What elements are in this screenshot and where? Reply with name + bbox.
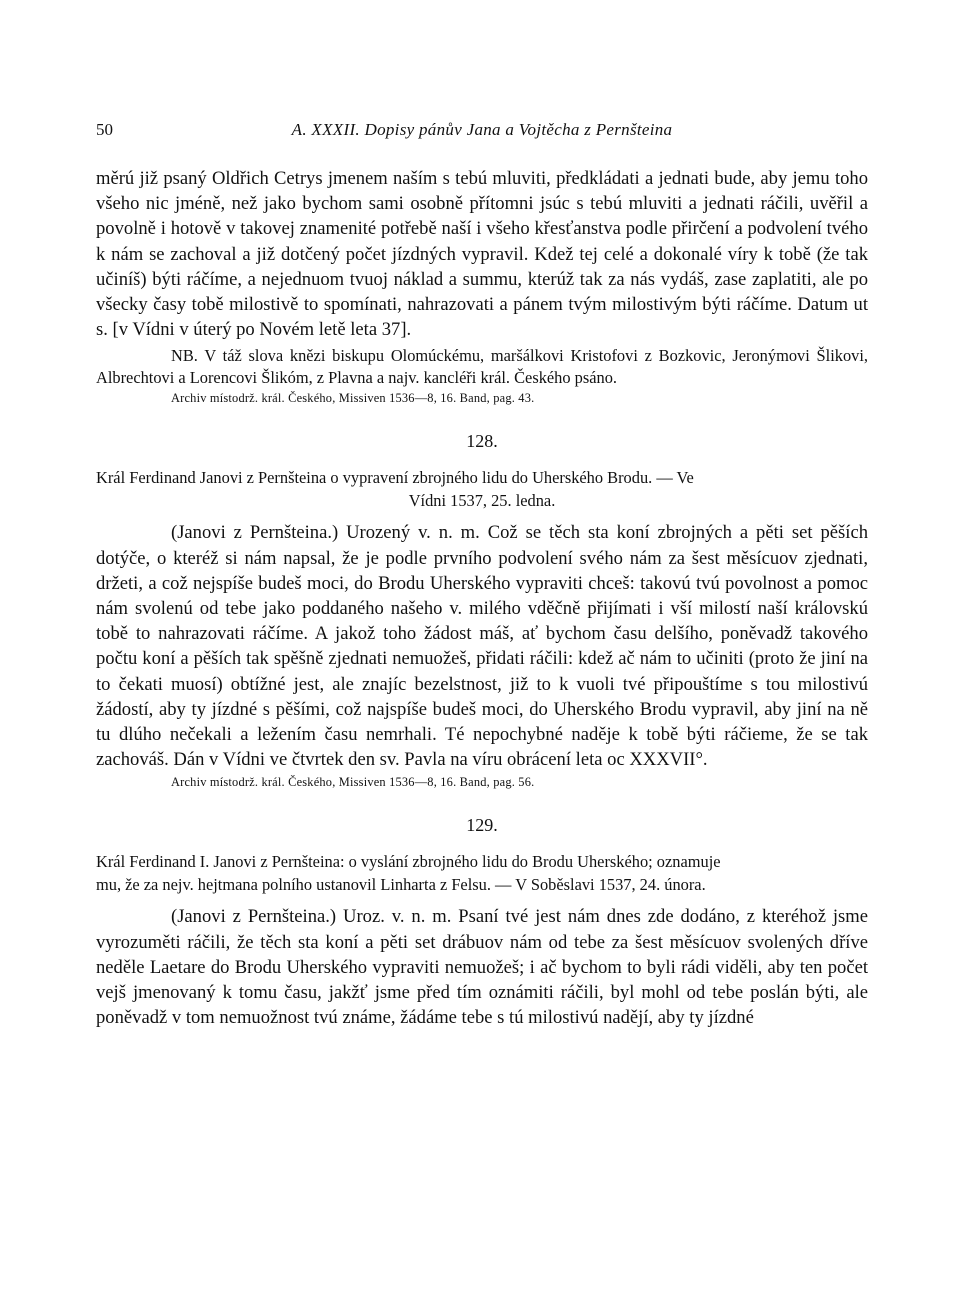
- document-number-129: 129.: [466, 815, 498, 836]
- regest-line: Král Ferdinand I. Janovi z Pernšteina: o vyslání zbrojného lidu do Brodu Uherského; oznamuje: [96, 852, 721, 872]
- page-header: [96, 110, 868, 150]
- archive-reference: Archiv místodrž. král. Českého, Missiven 1536—8, 16. Band, pag. 56.: [171, 775, 535, 790]
- nb-note: NB. V táž slova knězi biskupu Olomúckému, maršálkovi Kristofovi z Bozkovic, Jeronýmovi Šlikovi, Albrechtovi a Lorencovi Šlikóm, z Plavna a najv. kancléři král. Českého psáno.: [96, 346, 868, 387]
- letter-text-128: (Janovi z Pernšteina.) Urozený v. n. m. Což se těch sta koní zbrojných a pěti set pěších dotýče, o kteréž si nám napsal, že je podle prvního podvolení svého nám za šest měsícuov zjednati, držeti, a což nejspíše budeš moci, do Brodu Uherského vypraviti chceš: takovú tvú povolnost a pomoc nám svolenú od tebe jako poddaného našeho v. milého vděčně přijímati i vší milostí naší královskú tobě to nahrazovati ráčíme. A jakož toho žádost máš, ať bychom času delšího, poněvadž takového počtu koní a pěších tak spěšně zjednati nemuožeš, přidati ráčili: kdež ač nám to učiniti (proto že jiní na to čekati muosí) obtížné jest, ale znajíc bezelstnost, již to k vuoli tvé připouštíme s tou milostivú žádostí, aby ty jízdné s pěšími, což najspíše budeš moci, do Uherského Brodu vypravil, aby jiní na ně tu dlúho nečekali a ležením času nemrhali. Té nepochybné naděje k tobě býti ráčieme, že se tak zachováš. Dán v Vídni ve čtvrtek den sv. Pavla na víru obrácení leta oc XXXVII°.: [96, 522, 868, 771]
- regest-128: [96, 467, 868, 512]
- letter-text-129: (Janovi z Pernšteina.) Uroz. v. n. m. Psaní tvé jest nám dnes zde dodáno, z kteréhož jsme vyrozuměti ráčili, že těch sta koní a pěti set drábuov nám od tebe za šest měsícuov svolených dříve neděle Laetare do Brodu Uherského vypraviti nemuožeš; i ač bychom to byli rádi viděli, aby ten počet vejš jmenovaný k tomu času, jakžť jsme před tím oznámiti ráčili, byl mohl od tebe poslán býti, ale poněvadž v tom nemuožnost tvú známe, žádáme tebe s tú milostivú nadějí, aby ty jízdné: [96, 906, 868, 1029]
- archive-reference: Archiv místodrž. král. Českého, Missiven 1536—8, 16. Band, pag. 43.: [171, 391, 535, 406]
- regest-129: [96, 851, 868, 896]
- regest-line: Král Ferdinand Janovi z Pernšteina o vypravení zbrojného lidu do Uherského Brodu. — Ve: [96, 468, 694, 488]
- page-number: 50: [96, 120, 113, 139]
- document-page: [96, 110, 868, 1030]
- continuation-paragraph: měrú již psaný Oldřich Cetrys jmenem naším s tebú mluviti, předkládati a jednati bude, aby jemu toho všeho nic jméně, než jako bychom sami osobně přítomni jsúc s tebú mluviti a jednati ráčili, uvěřil a povolně i hotově v takovej znamenité potřebě naší i všeho křesťanstva podle přirčení a podvolení tvého k nám se zachoval a již dotčený počet jízdných vypravil. Kdež tej celé a dokonalé víry k tobě (že tak učiníš) býti ráčíme, a nejednuom tvuoj náklad a summu, kterúž tak za nás vydáš, zase zaplatiti, ale po všecky časy tobě milostivě to spomínati, nahrazovati a pánem tvým milostivým býti ráčíme. Datum ut s. [v Vídni v úterý po Novém letě leta 37].: [96, 168, 868, 341]
- document-number-128: 128.: [466, 431, 498, 452]
- regest-line: mu, že za nejv. hejtmana polního ustanovil Linharta z Felsu. — V Soběslavi 1537, 24. února.: [96, 874, 706, 894]
- running-title: A. XXXII. Dopisy pánův Jana a Vojtěcha z Pernšteina: [291, 120, 673, 139]
- regest-line: Vídni 1537, 25. ledna.: [408, 490, 556, 510]
